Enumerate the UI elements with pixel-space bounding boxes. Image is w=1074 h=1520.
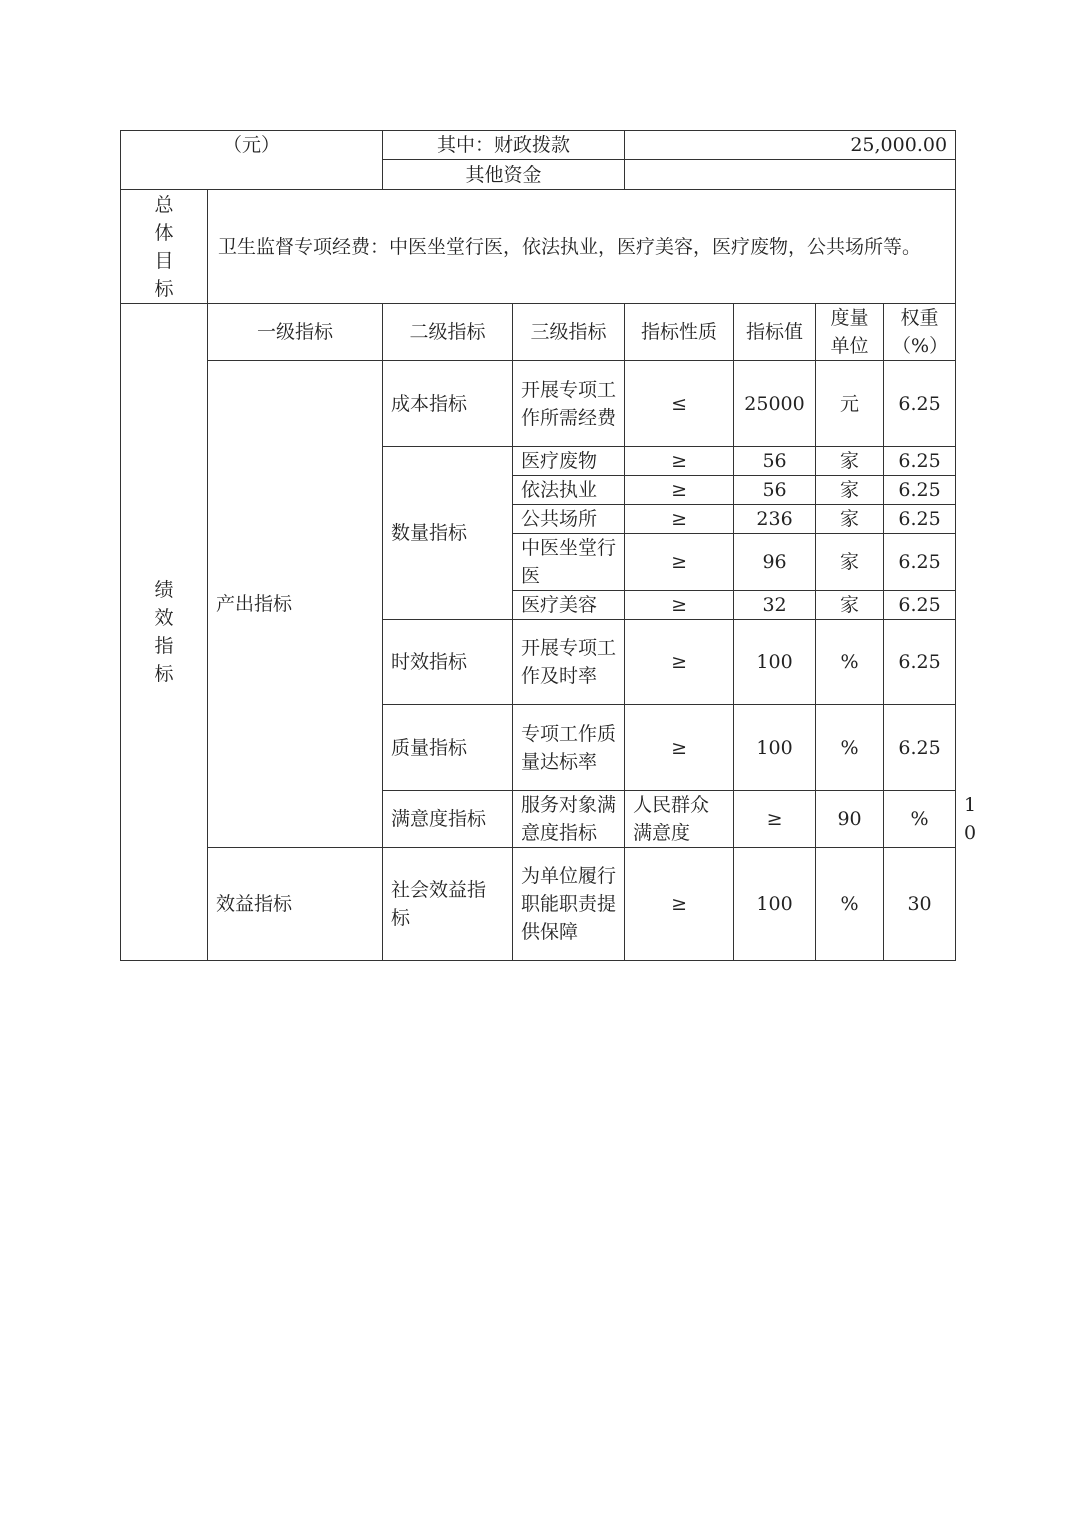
indicator-unit: 家 bbox=[816, 505, 884, 534]
subgroup-quality: 质量指标 bbox=[383, 705, 513, 791]
goal-text: 卫生监督专项经费：中医坐堂行医，依法执业，医疗美容，医疗废物，公共场所等。 bbox=[208, 190, 956, 304]
indicator-value: 56 bbox=[734, 447, 816, 476]
indicator-unit: 家 bbox=[816, 591, 884, 620]
indicator-name: 专项工作质量达标率 bbox=[513, 705, 625, 791]
indicator-value: 96 bbox=[734, 534, 816, 591]
indicator-weight: 6.25 bbox=[884, 505, 956, 534]
indicator-value: 100 bbox=[734, 620, 816, 705]
indicator-value: 100 bbox=[734, 848, 816, 961]
performance-label-char: 绩 bbox=[154, 579, 174, 601]
indicator-name: 开展专项工作所需经费 bbox=[513, 361, 625, 447]
header-weight: 权重（%） bbox=[884, 304, 956, 361]
indicator-weight: 6.25 bbox=[884, 447, 956, 476]
subgroup-social: 社会效益指标 bbox=[383, 848, 513, 961]
indicator-header-row bbox=[121, 304, 956, 361]
indicator-unit: 家 bbox=[816, 447, 884, 476]
header-level3: 三级指标 bbox=[513, 304, 625, 361]
indicator-name: 医疗废物 bbox=[513, 447, 625, 476]
fiscal-label: 其中：财政拨款 bbox=[383, 131, 625, 160]
indicator-unit: % bbox=[884, 791, 956, 848]
indicator-value: 100 bbox=[734, 705, 816, 791]
indicator-name: 开展专项工作及时率 bbox=[513, 620, 625, 705]
indicator-nature: ≥ bbox=[625, 476, 734, 505]
header-unit: 度量单位 bbox=[816, 304, 884, 361]
header-level2: 二级指标 bbox=[383, 304, 513, 361]
indicator-nature: ≥ bbox=[625, 534, 734, 591]
indicator-unit: 元 bbox=[816, 361, 884, 447]
indicator-name: 公共场所 bbox=[513, 505, 625, 534]
indicator-unit: % bbox=[816, 848, 884, 961]
indicator-weight: 6.25 bbox=[884, 476, 956, 505]
indicator-unit: 家 bbox=[816, 476, 884, 505]
performance-label bbox=[121, 304, 208, 961]
indicator-nature: ≥ bbox=[625, 505, 734, 534]
goal-row bbox=[121, 190, 956, 304]
table bbox=[120, 130, 977, 961]
indicator-weight: 6.25 bbox=[884, 705, 956, 791]
indicator-name: 人民群众满意度 bbox=[625, 791, 734, 848]
subgroup-quantity: 数量指标 bbox=[383, 447, 513, 620]
group-satisfaction: 满意度指标 bbox=[383, 791, 513, 848]
group-output: 产出指标 bbox=[208, 361, 383, 848]
goal-label-char: 标 bbox=[154, 277, 174, 300]
header-value: 指标值 bbox=[734, 304, 816, 361]
indicator-weight: 6.25 bbox=[884, 591, 956, 620]
subgroup-service: 服务对象满意度指标 bbox=[513, 791, 625, 848]
indicator-weight: 6.25 bbox=[884, 361, 956, 447]
goal-label-char: 总 bbox=[154, 193, 174, 216]
budget-performance-table bbox=[120, 130, 977, 961]
indicator-nature: ≥ bbox=[625, 705, 734, 791]
indicator-name: 依法执业 bbox=[513, 476, 625, 505]
indicator-value: 236 bbox=[734, 505, 816, 534]
header-level1: 一级指标 bbox=[208, 304, 383, 361]
group-benefit: 效益指标 bbox=[208, 848, 383, 961]
indicator-weight: 6.25 bbox=[884, 534, 956, 591]
goal-label-char: 体 bbox=[154, 221, 174, 244]
performance-label-char: 指 bbox=[154, 635, 174, 657]
funding-unit-label: （元） bbox=[121, 131, 383, 190]
performance-label-char: 效 bbox=[154, 607, 174, 629]
indicator-weight: 30 bbox=[884, 848, 956, 961]
indicator-nature: ≥ bbox=[625, 620, 734, 705]
indicator-name: 医疗美容 bbox=[513, 591, 625, 620]
indicator-value: 56 bbox=[734, 476, 816, 505]
indicator-name: 为单位履行职能职责提供保障 bbox=[513, 848, 625, 961]
subgroup-timeliness: 时效指标 bbox=[383, 620, 513, 705]
indicator-row: 满意度指标 服务对象满意度指标 人民群众满意度 ≥ 90 % 10 bbox=[121, 791, 956, 848]
goal-label bbox=[121, 190, 208, 304]
subgroup-cost: 成本指标 bbox=[383, 361, 513, 447]
indicator-unit: % bbox=[816, 620, 884, 705]
indicator-name: 中医坐堂行医 bbox=[513, 534, 625, 591]
indicator-value: 32 bbox=[734, 591, 816, 620]
indicator-nature: ≥ bbox=[625, 848, 734, 961]
indicator-weight: 6.25 bbox=[884, 620, 956, 705]
indicator-value: 90 bbox=[816, 791, 884, 848]
indicator-row bbox=[121, 361, 956, 447]
other-funds-label: 其他资金 bbox=[383, 160, 625, 190]
indicator-nature: ≤ bbox=[625, 361, 734, 447]
indicator-nature: ≥ bbox=[625, 591, 734, 620]
indicator-value: 25000 bbox=[734, 361, 816, 447]
goal-label-char: 目 bbox=[154, 249, 174, 272]
funding-row-fiscal bbox=[121, 131, 956, 160]
performance-label-char: 标 bbox=[154, 663, 174, 685]
indicator-row bbox=[121, 848, 956, 961]
other-funds-value bbox=[625, 160, 956, 190]
indicator-unit: % bbox=[816, 705, 884, 791]
indicator-nature: ≥ bbox=[734, 791, 816, 848]
indicator-unit: 家 bbox=[816, 534, 884, 591]
fiscal-value: 25,000.00 bbox=[625, 131, 956, 160]
indicator-nature: ≥ bbox=[625, 447, 734, 476]
header-nature: 指标性质 bbox=[625, 304, 734, 361]
